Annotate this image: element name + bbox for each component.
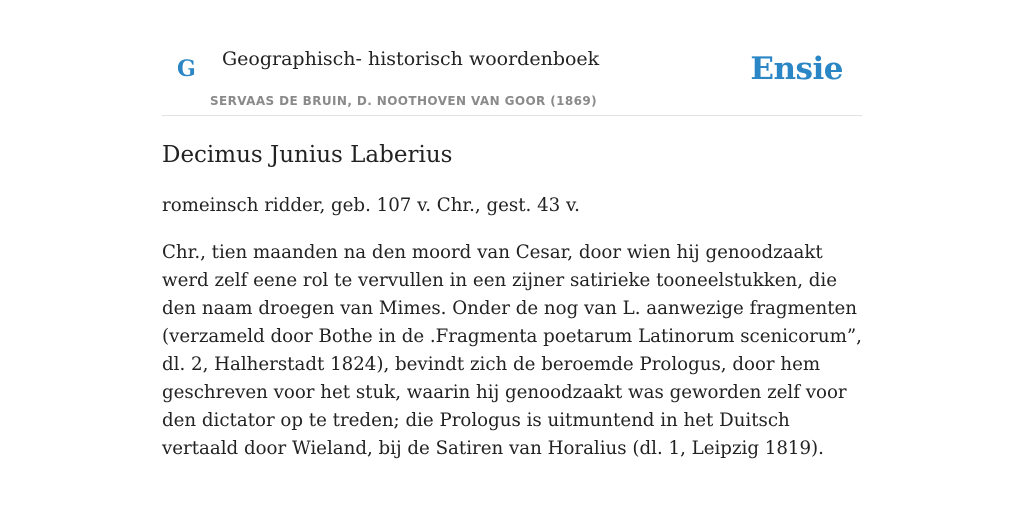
entry-title: Decimus Junius Laberius — [162, 142, 453, 168]
entry-content — [162, 140, 862, 463]
brand-logo[interactable]: Ensie — [750, 51, 843, 87]
book-logo-icon[interactable]: G — [177, 56, 196, 82]
entry-paragraph: romeinsch ridder, geb. 107 v. Chr., gest. 43 v. — [162, 195, 580, 216]
book-authors: SERVAAS DE BRUIN, D. NOOTHOVEN VAN GOOR (1869) — [210, 94, 598, 108]
header — [162, 40, 862, 116]
entry-paragraph: Chr., tien maanden na den moord van Cesar, door wien hij genoodzaakt werd zelf eene rol te vervullen in een zijner satirieke tooneelstukken, die den naam droegen van Mimes. Onder de nog van L. aanwezige fragmenten (verzameld door Bothe in de .Fragmenta poetarum Latinorum scenicorum”, dl. 2, Halherstadt 1824), bevindt zich de beroemde Prologus, door hem geschreven voor het stuk, waarin hij genoodzaakt was geworden zelf voor den dictator op te treden; die Prologus is uitmuntend in het Duitsch vertaald door Wieland, bij de Satiren van Horalius (dl. 1, Leipzig 1819). — [162, 242, 862, 459]
book-title[interactable]: Geographisch- historisch woordenboek — [222, 48, 600, 70]
